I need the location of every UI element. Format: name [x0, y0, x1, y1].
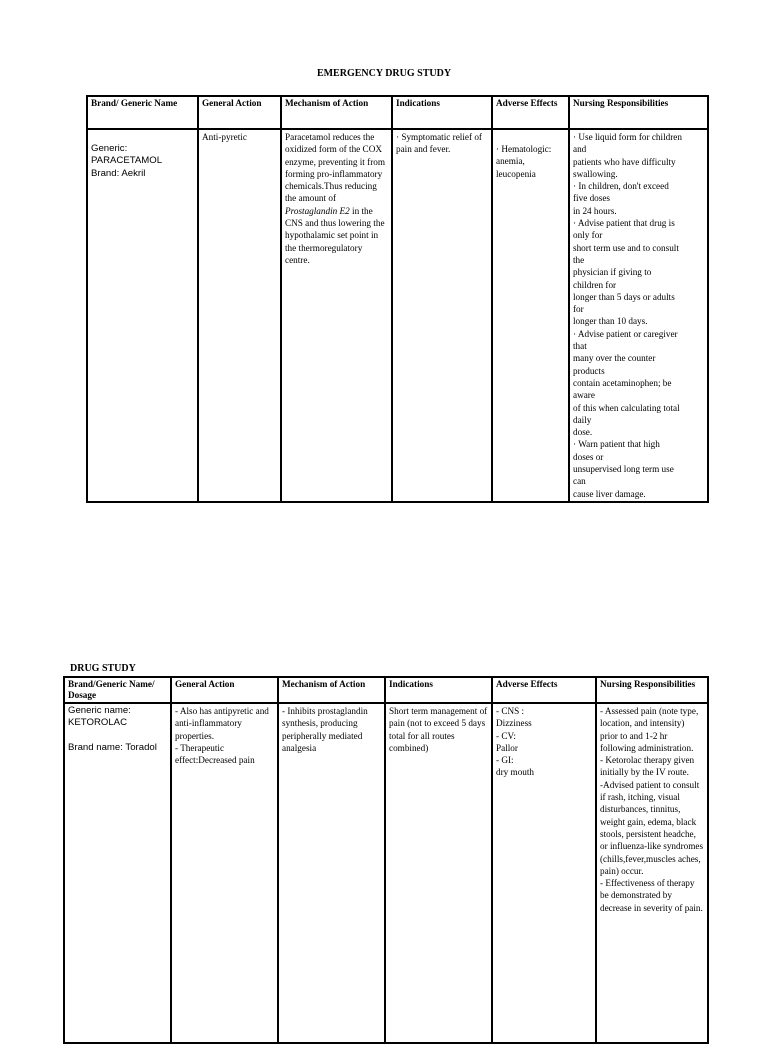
header-brand-generic: Brand/ Generic Name: [87, 96, 198, 129]
text-line: - CV:: [496, 730, 516, 741]
text-line: · Warn patient that high: [573, 439, 660, 450]
mechanism-italic: Prostaglandin E2: [285, 205, 350, 216]
adverse-effects-text: · Hematologic: anemia, leucopenia: [496, 144, 552, 179]
text-line: patients who have difficulty: [573, 156, 676, 167]
header-indications: Indications: [392, 96, 492, 129]
text-line: dose.: [573, 427, 593, 438]
text-line: swallowing.: [573, 168, 618, 179]
text-line: that: [573, 341, 587, 352]
cell-nursing: [569, 129, 708, 502]
generic-name: KETOROLAC: [68, 717, 128, 729]
drug-study-table: [63, 676, 709, 1044]
text-line: only for: [573, 230, 603, 241]
header-mechanism: Mechanism of Action: [278, 677, 385, 703]
header-mechanism: Mechanism of Action: [281, 96, 392, 129]
cell-brand-generic: [87, 129, 198, 502]
text-line: many over the counter: [573, 353, 656, 364]
header-adverse-effects: Adverse Effects: [492, 677, 596, 703]
doc2-title: DRUG STUDY: [70, 663, 136, 674]
brand-name: Brand: Aekril: [91, 167, 146, 179]
text-line: doses or: [573, 451, 604, 462]
table-header-row: [87, 96, 708, 129]
cell-mechanism: [281, 129, 392, 502]
cell-adverse-effects: [492, 129, 569, 502]
cell-general-action: - Also has antipyretic and anti-inflammatory properties. - Therapeutic effect:Decreased pain: [171, 703, 278, 1043]
cell-brand-generic: [64, 703, 171, 1043]
text-line: children for: [573, 279, 617, 290]
text-line: physician if giving to: [573, 267, 652, 278]
header-nursing: Nursing Responsibilities: [569, 96, 708, 129]
text-line: cause liver damage.: [573, 488, 646, 499]
generic-label: Generic name:: [68, 705, 131, 716]
text-line: and: [573, 144, 587, 155]
brand-name: Brand name: Toradol: [68, 741, 157, 753]
text-line: - CNS :: [496, 706, 525, 716]
text-line: of this when calculating total: [573, 402, 680, 413]
text-line: · Advise patient or caregiver: [573, 328, 678, 339]
cell-indications: · Symptomatic relief of pain and fever.: [392, 129, 492, 502]
generic-name: PARACETAMOL: [91, 155, 163, 167]
text-line: longer than 5 days or adults: [573, 291, 675, 302]
text-line: · Use liquid form for children: [573, 132, 682, 142]
text-line: products: [573, 365, 605, 376]
text-line: Dizziness: [496, 718, 532, 729]
cell-indications: Short term management of pain (not to exceed 5 days total for all routes combined): [385, 703, 492, 1043]
doc1-title: EMERGENCY DRUG STUDY: [316, 68, 452, 79]
cell-nursing: - Assessed pain (note type, location, and intensity) prior to and 1-2 hr following administration. - Ketorolac therapy given initially by the IV route. -Advised patient to consult if rash, itching, visual disturbances, tinnitus, weight gain, edema, black stools, persistent headche, or influenza-like syndromes (chills,fever,muscles aches, pain) occur. - Effectiveness of therapy be demonstrated by decrease in severity of pain.: [596, 703, 708, 1043]
table-row: [64, 703, 708, 1043]
text-line: can: [573, 476, 586, 487]
text-line: · In children, don't exceed: [573, 181, 669, 192]
text-line: five doses: [573, 193, 610, 204]
text-line: unsupervised long term use: [573, 464, 674, 475]
text-line: aware: [573, 390, 595, 401]
header-adverse-effects: Adverse Effects: [492, 96, 569, 129]
header-brand-generic: Brand/Generic Name/ Dosage: [64, 677, 171, 703]
header-general-action: General Action: [171, 677, 278, 703]
cell-adverse-effects: [492, 703, 596, 1043]
text-line: the: [573, 254, 585, 265]
text-line: daily: [573, 414, 592, 425]
table-row: [87, 129, 708, 502]
text-line: dry mouth: [496, 767, 535, 778]
header-indications: Indications: [385, 677, 492, 703]
text-line: in 24 hours.: [573, 205, 617, 216]
table-header-row: [64, 677, 708, 703]
text-line: · Advise patient that drug is: [573, 218, 675, 229]
text-line: Pallor: [496, 742, 518, 753]
emergency-drug-study-table: [86, 95, 709, 503]
text-line: for: [573, 304, 584, 315]
header-general-action: General Action: [198, 96, 281, 129]
text-line: contain acetaminophen; be: [573, 377, 672, 388]
text-line: - GI:: [496, 755, 514, 766]
cell-mechanism: - Inhibits prostaglandin synthesis, producing peripherally mediated analgesia: [278, 703, 385, 1043]
mechanism-text-2: in the CNS and thus lowering the hypothalamic set point in the thermoregulatory centre.: [285, 205, 385, 265]
mechanism-text-1: Paracetamol reduces the oxidized form of the COX enzyme, preventing it from forming pro-inflammatory chemicals.Thus reducing the amount of: [285, 132, 386, 204]
cell-general-action: Anti-pyretic: [198, 129, 281, 502]
generic-label: Generic:: [91, 143, 128, 154]
text-line: longer than 10 days.: [573, 316, 648, 327]
text-line: short term use and to consult: [573, 242, 679, 253]
header-nursing: Nursing Responsibilities: [596, 677, 708, 703]
